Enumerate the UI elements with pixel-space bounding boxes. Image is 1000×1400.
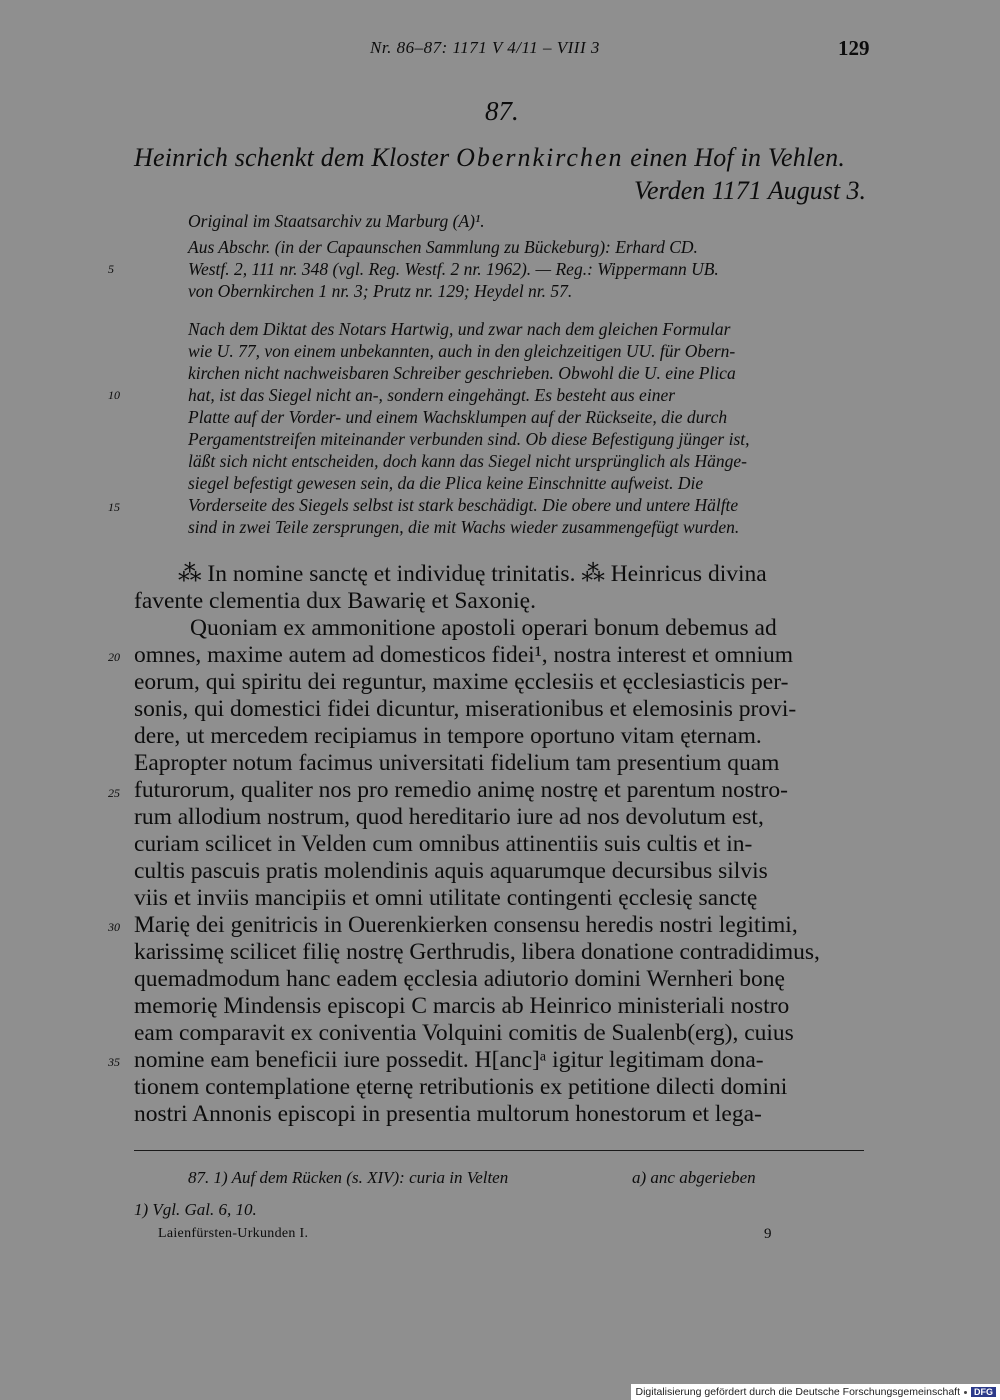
text-line: dere, ut mercedem recipiamus in tempore oportuno vitam ęternam. xyxy=(134,723,762,749)
text-line: tionem contemplatione ęternę retributionis ex petitione dilecti domini xyxy=(134,1074,788,1100)
text-line: curiam scilicet in Velden cum omnibus attinentiis suis cultis et in- xyxy=(134,831,753,857)
line-number: 5 xyxy=(108,262,114,276)
text-line: Quoniam ex ammonitione apostoli operari bonum debemus ad xyxy=(190,615,777,641)
document-title xyxy=(134,143,845,173)
line-number: 20 xyxy=(108,650,120,664)
commentary-line: Vorderseite des Siegels selbst ist stark beschädigt. Die obere und untere Hälfte xyxy=(188,495,739,515)
dfg-credit xyxy=(631,1384,1000,1400)
text-line: omnes, maxime autem ad domesticos fidei¹, nostra interest et omnium xyxy=(134,642,794,668)
series-title: Laienfürsten-Urkunden I. xyxy=(158,1226,309,1241)
document-date: Verden 1171 August 3. xyxy=(634,176,867,205)
commentary-line: sind in zwei Teile zersprungen, die mit Wachs wieder zusammengefügt wurden. xyxy=(188,517,740,537)
title-place: Obernkirchen xyxy=(456,143,624,172)
tradition-line: Original im Staatsarchiv zu Marburg (A)¹. xyxy=(188,211,485,231)
tradition-line: Aus Abschr. (in der Capaunschen Sammlung zu Bückeburg): Erhard CD. xyxy=(188,237,698,257)
document-number: 87. xyxy=(485,96,519,126)
apparatus-note-1: 87. 1) Auf dem Rücken (s. XIV): curia in Velten xyxy=(188,1168,509,1187)
line-number: 25 xyxy=(108,786,120,800)
commentary-line: läßt sich nicht entscheiden, doch kann das Siegel nicht ursprünglich als Hänge- xyxy=(188,451,747,471)
footnote: 1) Vgl. Gal. 6, 10. xyxy=(134,1200,257,1219)
text-line: ⁂ In nomine sanctę et individuę trinitatis. ⁂ Heinricus divina xyxy=(178,561,767,587)
sheet-signature: 9 xyxy=(764,1226,772,1242)
text-line: favente clementia dux Bawarię et Saxonię. xyxy=(134,588,536,614)
text-line: cultis pascuis pratis molendinis aquis aquarumque decursibus silvis xyxy=(134,858,768,884)
title-post: einen Hof in Vehlen. xyxy=(623,143,846,172)
commentary-line: wie U. 77, von einem unbekannten, auch in den gleichzeitigen UU. für Obern- xyxy=(188,341,736,361)
title-pre: Heinrich schenkt dem Kloster xyxy=(134,143,457,172)
tradition-line: Westf. 2, 111 nr. 348 (vgl. Reg. Westf. 2 nr. 1962). — Reg.: Wippermann UB. xyxy=(188,259,719,279)
text-line: karissimę scilicet filię nostrę Gerthrudis, libera donatione contradidimus, xyxy=(134,939,820,965)
line-number: 10 xyxy=(108,388,120,402)
text-line: memorię Mindensis episcopi C marcis ab Heinrico ministeriali nostro xyxy=(134,993,790,1019)
running-head: Nr. 86–87: 1171 V 4/11 – VIII 3 xyxy=(370,38,600,57)
text-line: nomine eam beneficii iure possedit. H[anc]ᵃ igitur legitimam dona- xyxy=(134,1047,764,1073)
text-line: Marię dei genitricis in Ouerenkierken consensu heredis nostri legitimi, xyxy=(134,912,798,938)
text-line: rum allodium nostrum, quod hereditario iure ad nos devolutum est, xyxy=(134,804,764,830)
apparatus-divider xyxy=(134,1150,864,1151)
separator-dot-icon xyxy=(964,1391,967,1394)
line-number: 30 xyxy=(108,920,120,934)
text-line: Eapropter notum facimus universitati fidelium tam presentium quam xyxy=(134,750,780,776)
dfg-logo-icon: DFG xyxy=(971,1387,996,1397)
text-line: eorum, qui spiritu dei reguntur, maxime ęcclesiis et ęcclesiasticis per- xyxy=(134,669,789,695)
apparatus-note-a: a) anc abgerieben xyxy=(632,1168,756,1187)
tradition-line: von Obernkirchen 1 nr. 3; Prutz nr. 129; Heydel nr. 57. xyxy=(188,281,573,301)
line-number: 35 xyxy=(108,1055,120,1069)
text-line: sonis, qui domestici fidei dicuntur, miserationibus et elemosinis provi- xyxy=(134,696,797,722)
text-line: viis et inviis mancipiis et omni utilitate contingenti ęcclesię sanctę xyxy=(134,885,758,911)
commentary-line: Pergamentstreifen miteinander verbunden sind. Ob diese Befestigung jünger ist, xyxy=(188,429,750,449)
line-number: 15 xyxy=(108,500,120,514)
text-line: nostri Annonis episcopi in presentia multorum honestorum et lega- xyxy=(134,1101,762,1127)
commentary-line: hat, ist das Siegel nicht an-, sondern eingehängt. Es besteht aus einer xyxy=(188,385,676,405)
text-line: futurorum, qualiter nos pro remedio animę nostrę et parentum nostro- xyxy=(134,777,788,803)
commentary-line: siegel befestigt gewesen sein, da die Plica keine Einschnitte aufweist. Die xyxy=(188,473,704,493)
text-line: eam comparavit ex coniventia Volquini comitis de Sualenb(erg), cuius xyxy=(134,1020,794,1046)
commentary-line: Platte auf der Vorder- und einem Wachsklumpen auf der Rückseite, die durch xyxy=(188,407,728,427)
commentary-line: Nach dem Diktat des Notars Hartwig, und zwar nach dem gleichen Formular xyxy=(188,319,731,339)
page-number: 129 xyxy=(838,36,870,60)
credit-text: Digitalisierung gefördert durch die Deutsche Forschungsgemeinschaft xyxy=(635,1386,960,1398)
text-line: quemadmodum hanc eadem ęcclesia adiutorio domini Wernheri bonę xyxy=(134,966,785,992)
commentary-line: kirchen nicht nachweisbaren Schreiber geschrieben. Obwohl die U. eine Plica xyxy=(188,363,736,383)
